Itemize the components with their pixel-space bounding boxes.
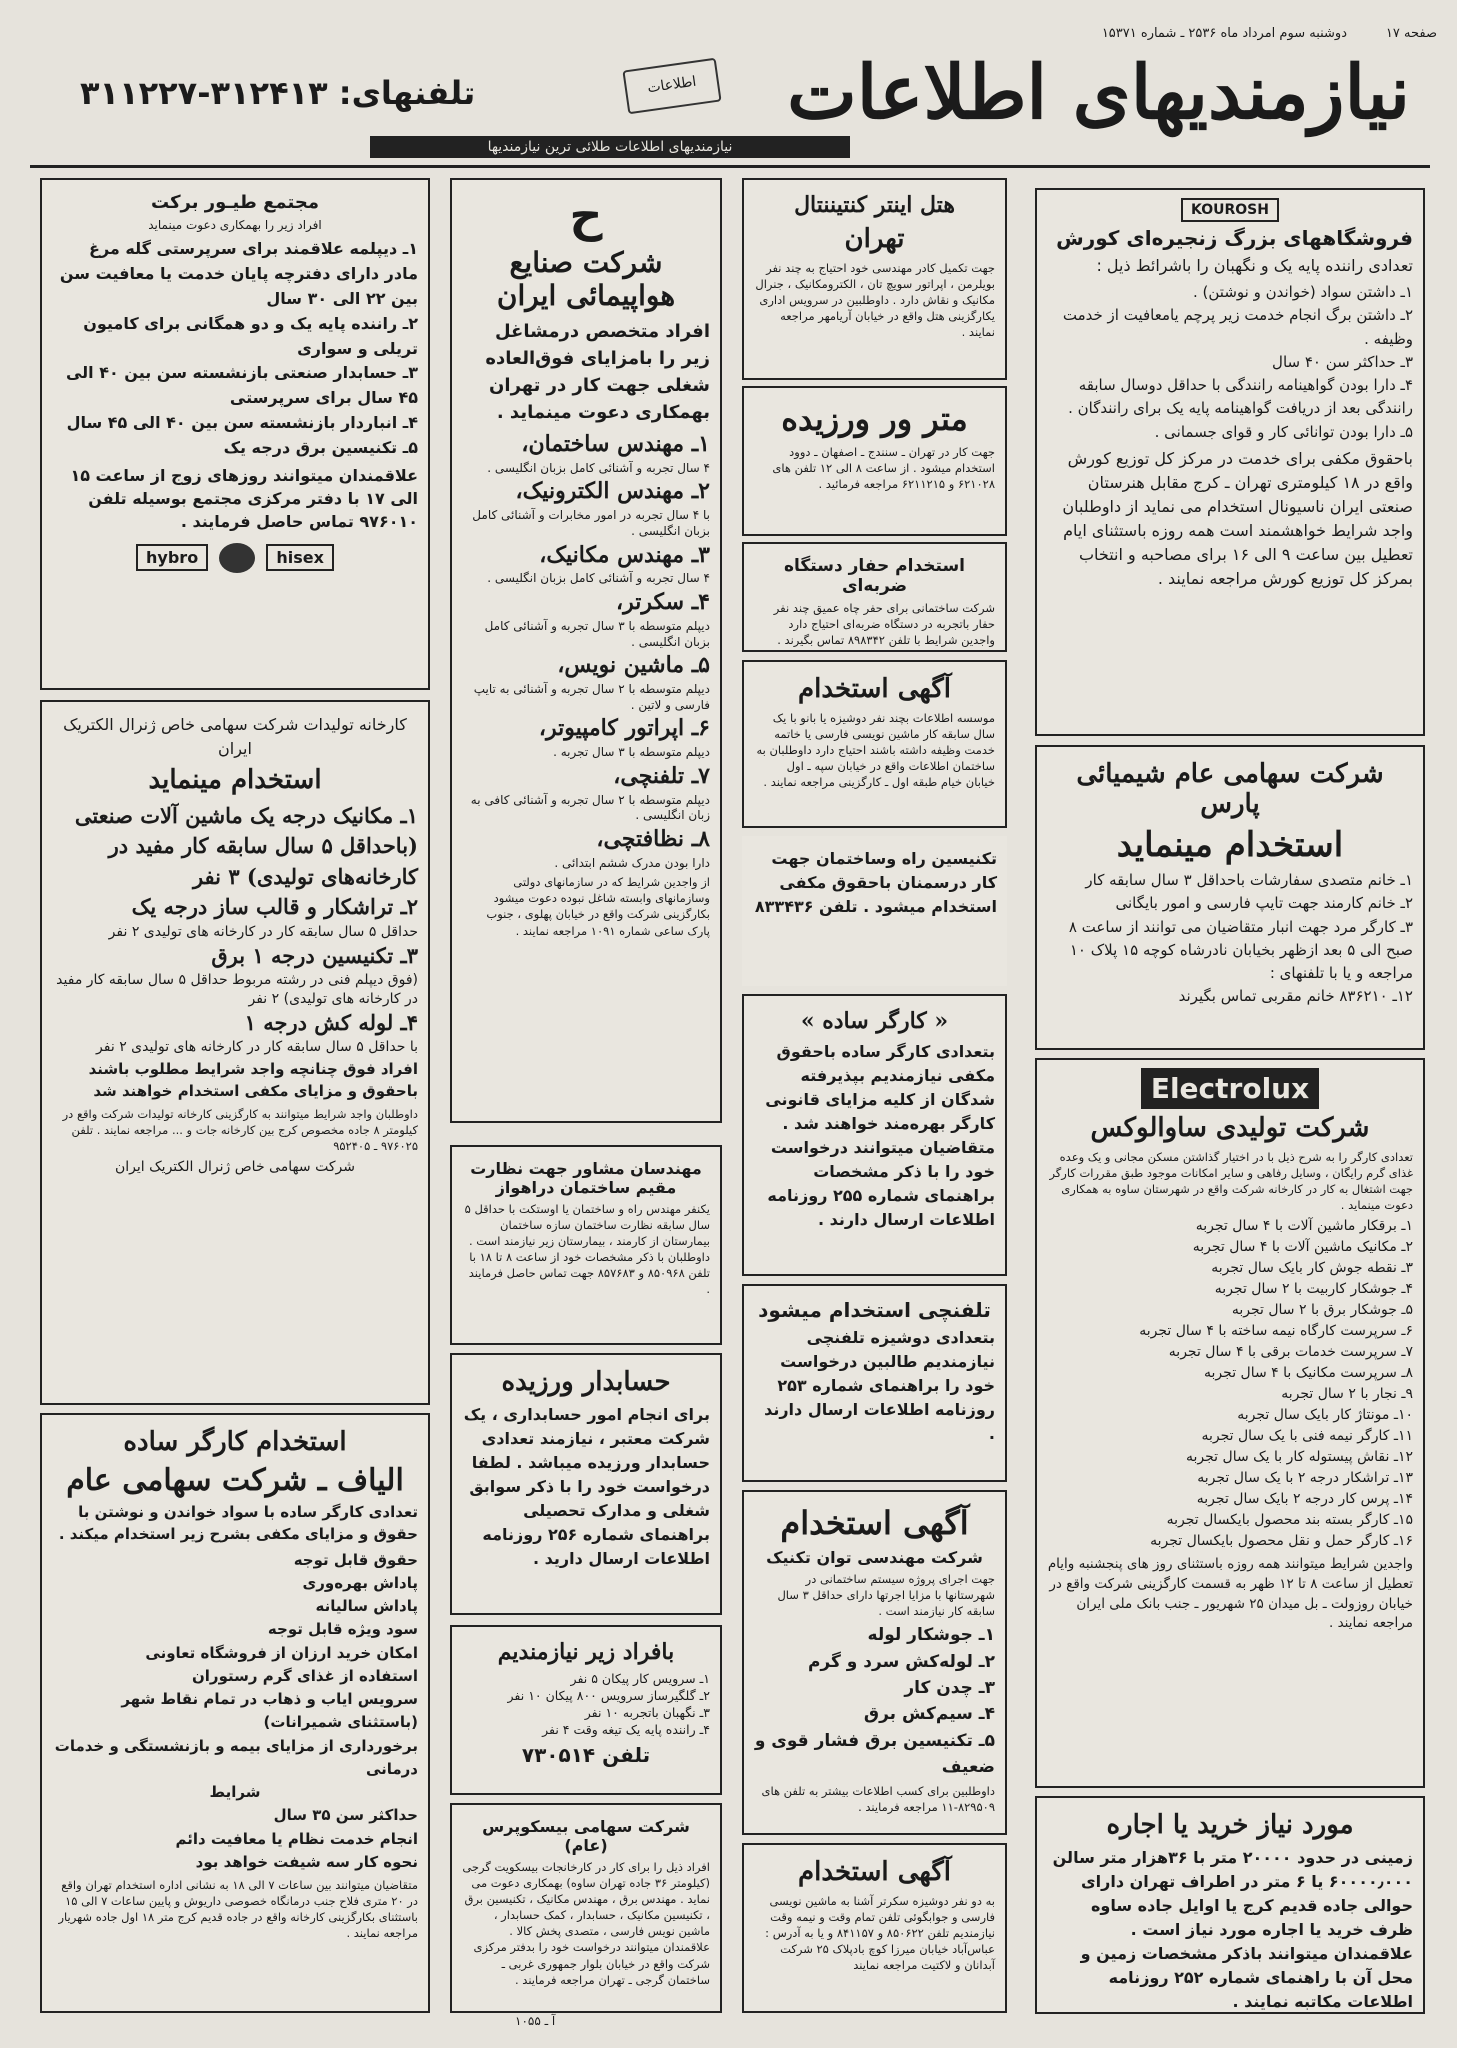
hybro-logo: hybro — [136, 544, 208, 571]
ad-title: شرکت سهامی بیسکوپرس (عام) — [482, 1817, 690, 1855]
ad-title: شرکت سهامی عام شیمیائی پارس — [1076, 759, 1384, 819]
ad-title: مورد نیاز خرید یا اجاره — [1106, 1810, 1354, 1840]
ad-title: شرکت تولیدی ساوالوکس — [1090, 1113, 1370, 1143]
list-item: ۵ـ تکنیسین برق درجه یک — [223, 437, 418, 457]
list-item: ۴ـ انباردار بازنشسته سن بین ۴۰ الی ۴۵ سال — [66, 412, 418, 432]
issue-date: دوشنبه سوم امرداد ماه ۲۵۳۶ ـ شماره ۱۵۳۷۱ — [1101, 26, 1347, 41]
positions-list — [52, 237, 418, 460]
list-item: حقوق قابل توجه — [293, 1550, 418, 1569]
list-item: ۳ـ کارگر مرد جهت انبار متقاضیان می توانند از ساعت ۸ صبح الی ۵ بعد ازظهر بخیابان نادرشاه کوچه ۱۵ پلاک ۱۰ مراجعه و یا با تلفنهای : — [1068, 917, 1413, 982]
ad-subtitle: استخدام مینماید — [1116, 825, 1344, 865]
position-title: ۴ـ لوله کش درجه ۱ — [244, 1009, 418, 1035]
list-item: برخورداری از مزایای بیمه و بازنشستگی و خدمات درمانی — [54, 1736, 418, 1778]
ad-drivers — [450, 1625, 722, 1795]
list-item: ۴ـ جوشکار کاربیت با ۲ سال تجربه — [1214, 1281, 1413, 1298]
list-item: ۱۱ـ کارگر نیمه فنی با یک سال تجربه — [1201, 1428, 1413, 1445]
ad-title: آگهی استخدام — [780, 1504, 969, 1542]
ad-body: واجدین شرایط میتوانند همه روزه باستثنای روز های پنجشنبه وایام تعطیل از ساعت ۸ تا ۱۲ ظهر به قسمت کارگزینی شرکت واقع در خیابان روزولت ـ بل میدان ۲۵ شهریور ـ جنب بانک ملی ایران مراجعه نمایند . — [1047, 1556, 1413, 1632]
ad-title: « کارگر ساده » — [800, 1008, 949, 1034]
position-detail: دارا بودن مدرک ششم ابتدائی . — [554, 855, 710, 870]
list-item: ۵ـ تکنیسین برق فشار قوی و ضعیف — [754, 1730, 995, 1777]
list-item: ۱۶ـ کارگر حمل و نقل محصول بایکسال تجربه — [1150, 1533, 1413, 1550]
list-item: ۱۲ـ ۸۳۶۲۱۰ خانم مقربی تماس بگیرند — [1178, 987, 1413, 1006]
position-title: ۳ـ مهندس مکانیک، — [539, 541, 710, 568]
ad-title: بافراد زیر نیازمندیم — [497, 1639, 675, 1665]
masthead-strap: نیازمندیهای اطلاعات طلائی ترین نیازمندیها — [370, 136, 850, 158]
list-item: ۳ـ نگهبان باتجربه ۱۰ نفر — [584, 1704, 710, 1720]
ad-title: فروشگاههای بزرگ زنجیره‌ای کورش — [1056, 226, 1413, 250]
requirements-list — [1047, 281, 1413, 444]
ad-signature: شرکت سهامی خاص ژنرال الکتریک ایران — [115, 1159, 355, 1176]
ad-title: استخدام کارگر ساده — [123, 1427, 347, 1457]
position-detail: (فوق دیپلم فنی در رشته مربوط حداقل ۵ سال سابقه کار مفید در کارخانه های تولیدی) ۲ نفر — [56, 972, 418, 1007]
ad-agahi-1 — [742, 660, 1007, 828]
list-item: شرایط — [209, 1783, 261, 1801]
ad-body: تکنیسین راه وساختمان جهت کار درسمنان باحقوق مکفی استخدام میشود . تلفن ۸۳۳۴۳۶ — [754, 849, 997, 916]
list-item: ۱۴ـ پرس کار درجه ۲ بایک سال تجربه — [1196, 1491, 1413, 1508]
position-detail: دیپلم متوسطه با ۳ سال تجربه و آشنائی کامل بزبان انگلیسی . — [484, 618, 710, 649]
masthead — [30, 50, 1430, 168]
ad-korosh — [1035, 188, 1425, 736]
ad-title: هتل اینتر کنتیننتال — [794, 192, 955, 218]
list-item: ۷ـ سرپرست خدمات برقی با ۴ سال تجربه — [1168, 1344, 1413, 1361]
position-title: ۱ـ مکانیک درجه یک ماشین آلات صنعتی (باحداقل ۵ سال سابقه کار مفید در کارخانه‌های تولیدی) ۳ نفر — [74, 803, 418, 889]
hisex-logo: hisex — [266, 544, 334, 571]
list-item: ۱ـ داشتن سواد (خواندن و نوشتن) . — [1193, 283, 1413, 301]
ad-body: علاقمندان میتوانند روزهای زوج از ساعت ۱۵ الی ۱۷ با دفتر مرکزی مجتمع بوسیله تلفن ۹۷۶۰۱۰ تماس حاصل فرمایند . — [70, 465, 418, 531]
ad-biscuit — [450, 1803, 722, 2013]
ad-alyaf — [40, 1413, 430, 2013]
ad-title: مجتمع طیـور برکت — [151, 192, 319, 213]
list-item: ۹ـ نجار با ۲ سال تجربه — [1281, 1386, 1413, 1403]
list-item: ۲ـ خانم کارمند جهت تایپ فارسی و امور بایگانی — [1115, 894, 1413, 913]
list-item: پاداش سالیانه — [315, 1597, 418, 1615]
position-title: ۲ـ تراشکار و قالب ساز درجه یک — [131, 894, 418, 920]
list-item: ۲ـ راننده پایه یک و دو همگانی برای کامیون تریلی و سواری — [83, 313, 418, 358]
company-name: الیاف ـ شرکت سهامی عام — [66, 1463, 404, 1498]
positions-list — [462, 429, 710, 871]
ad-title: استخدام مینماید — [148, 765, 322, 795]
ad-pars-chemical — [1035, 745, 1425, 1050]
ad-footer: متقاضیان میتوانند بین ساعات ۷ الی ۱۸ به نشانی اداره استخدام تهران واقع در ۲۰ متری فلاح جنب درمانگاه خصوصی داریوش و پایین ساعات ۷ الی ۱۵ باستثنای بکارگزینی کارخانه واقع در جاده قدیم کرج متر ۱۸ اول جاده شهریار مراجعه نمایند . — [58, 1878, 418, 1941]
list-item: ۱۵ـ کارگر بسته بند محصول بایکسال تجربه — [1166, 1512, 1413, 1529]
ad-telephone-operator — [742, 1284, 1007, 1482]
list-item: حداکثر سن ۳۵ سال — [273, 1806, 418, 1825]
ad-body: جهت کار در تهران ـ سنندج ـ اصفهان ـ دوود استخدام میشود . از ساعت ۸ الی ۱۲ تلفن های ۶۲۱۰۲۸ و ۶۲۱۱۲۱۵ مراجعه فرمائید . — [772, 445, 995, 492]
ad-intro: تعدادی کارگر ساده با سواد خواندن و نوشتن با حقوق و مزایای مکفی بشرح زیر استخدام میکند . — [58, 1503, 418, 1543]
position-detail: با حداقل ۵ سال سابقه کار در کارخانه های تولیدی ۲ نفر — [96, 1039, 418, 1056]
list-item: ۵ـ جوشکار برق با ۲ سال تجربه — [1231, 1302, 1413, 1319]
ad-drill — [742, 542, 1007, 652]
ad-body: بتعدادی کارگر ساده باحقوق مکفی نیازمندیم بپذیرفته شدگان از کلیه مزایای قانونی کارگر بهره‌مند خواهند شد . متقاضیان میتوانند درخواست خود را با ذکر مشخصات براهنمای شماره ۲۵۵ روزنامه اطلاعات ارسال دارند . — [765, 1042, 995, 1229]
list-item: سود ویژه قابل توجه — [267, 1620, 418, 1639]
ad-metro — [742, 386, 1007, 536]
ad-subtitle: افراد زیر را بهمکاری دعوت مینماید — [148, 218, 322, 232]
ad-intro: جهت اجرای پروژه‌ سیستم ساختمانی در شهرستانها با مزایا اجرتها دارای حداقل ۳ سال سابقه کار نیازمند است . — [777, 1572, 995, 1619]
company-name: شرکت مهندسی توان تکنیک — [766, 1548, 983, 1567]
list-item: انجام خدمت نظام یا معافیت دائم — [175, 1829, 418, 1848]
list-item: ۱ـ جوشکار لوله — [867, 1625, 995, 1646]
ad-body: زمینی در حدود ۲۰۰۰۰ متر با ۳۶هزار متر سالن ۶۰۰۰۰٫۰۰۰ یا ۶ متر در اطراف تهران دارای حوالی جاده قدیم کرج یا اوایل جاده ساوه ظرف خرید یا اجاره مورد نیاز است . علاقمندان میتوانند باذکر مشخصات زمین و محل آن با راهنمای شماره ۲۵۲ روزنامه اطلاعات مکاتبه نمایند . — [1052, 1848, 1413, 2011]
positions-list — [52, 801, 418, 1056]
list-item: ۱ـ برقکار ماشین آلات با ۴ سال تجربه — [1195, 1218, 1413, 1235]
ad-body: به دو نفر دوشیزه سکرتر آشنا به ماشین نویسی فارسی و جوابگوئی تلفن تمام وقت و نیمه وقت نیازمندیم تلفن ۸۵۰۶۲۲ و ۸۴۱۱۵۷ و یا به آدرس : عباس‌آباد خیابان میرزا کوچ بادپلاک ۲۵ شرکت آبدانان و لاکتیت مراجعه نمایند — [765, 1894, 995, 1973]
list-item: نحوه کار سه شیفت خواهد بود — [195, 1852, 418, 1871]
positions-list — [1047, 1216, 1413, 1552]
ad-body: باحقوق مکفی برای خدمت در مرکز کل توزیع کورش واقع در ۱۸ کیلومتری تهران ـ کرج مقابل هنرستان صنعتی ایران ناسیونال استخدام می نماید از داوطلبان واجد شرایط خواهشمند است همه روزه باستثنای ایام تعطیل بین ساعت ۹ الی ۱۶ برای مصاحبه و انتخاب بمرکز کل توزیع کورش مراجعه نمایند . — [1062, 448, 1413, 588]
ad-city: تهران — [844, 224, 905, 254]
ad-simple-worker — [742, 994, 1007, 1276]
list-item: استفاده از غذای گرم رستوران — [191, 1666, 418, 1685]
ad-title: متر ور ورزیده — [781, 400, 968, 438]
ad-intro: افراد متخصص درمشاغل زیر را بامزایای فوق‌العاده شغلی جهت کار در تهران بهمکاری دعوت مینماید . — [485, 321, 710, 423]
ad-title: آگهی استخدام — [798, 674, 951, 704]
ad-accountant — [450, 1353, 722, 1615]
phone-numbers: تلفنهای: ۳۱۲۴۱۳-۳۱۱۲۲۷ — [80, 74, 476, 112]
list-item: ۲ـ لوله‌کش سرد و گرم — [807, 1651, 995, 1672]
position-detail: با ۴ سال تجربه در امور مخابرات و آشنائی کامل بزبان انگلیسی . — [472, 508, 710, 538]
ad-title: آگهی استخدام — [798, 1857, 951, 1887]
electrolux-logo: Electrolux — [1141, 1068, 1319, 1109]
ad-agahi-2 — [742, 1843, 1007, 2013]
positions-list — [754, 1622, 995, 1780]
ad-body: برای انجام امور حسابداری ، یک شرکت معتبر ، نیازمند تعدادی حسابدار ورزیده میباشد . لطفا درخواست خود را با ذکر سوابق شغلی و مدارک تحصیلی براهنمای شماره ۲۵۶ روزنامه اطلاعات ارسال دارید . — [463, 1405, 710, 1568]
ad-aircraft-industries — [450, 178, 722, 1123]
list-item: ۵ـ دارا بودن توانائی کار و قوای جسمانی . — [1154, 422, 1413, 441]
list-item: ۴ـ راننده پایه یک تیغه وقت ۴ نفر — [542, 1721, 710, 1737]
list-item: ۳ـ نقطه جوش کار بایک سال تجربه — [1211, 1260, 1413, 1277]
list-item: ۱ـ دیپلمه علاقمند برای سرپرستی گله مرغ مادر دارای دفترچه پایان خدمت یا معافیت سن بین ۲۲ الی ۳۰ سال — [59, 239, 418, 308]
ad-body: افراد فوق چنانچه واجد شرایط مطلوب باشند باحقوق و مزایای مکفی استخدام خواهند شد — [88, 1060, 418, 1101]
ad-footer: از واجدین شرایط که در سازمانهای دولتی وسازمانهای وابسته شاغل نبوده دعوت میشود بکارگزینی شرکت واقع در خیابان پهلوی ، جنوب پارک ساعی شماره ۱۰۹۱ مراجعه نمایند . — [486, 875, 710, 938]
ad-footer: داوطلبان واجد شرایط میتوانند به کارگزینی کارخانه تولیدات شرکت واقع در کیلومتر ۸ جاده مخصوص کرج بین کارخانه جات و ... مراجعه نمایند . تلفن ۹۷۶۰۲۵ ـ ۹۵۲۴۰۵ — [62, 1106, 418, 1154]
ad-intro: تعدادی کارگر را به شرح ذیل با در اختیار گذاشتن مسکن مجانی و یک وعده غذای گرم رایگان ، وسایل رفاهی و سایر امکانات موجود طبق مقررات کارگر جهت اشتغال به کار در کارخانه شرکت واقع در شهرستان ساوه به همکاری دعوت مینماید . — [1049, 1150, 1413, 1213]
list-item: ۶ـ سرپرست کارگاه نیمه ساخته با ۴ سال تجربه — [1139, 1323, 1413, 1340]
ad-body: جهت تکمیل کادر مهندسی خود احتیاج به چند نفر بویلرمن ، اپراتور سویچ‌ تان ، الکترومکانیک ، جنرال مکانیک و نقاش دارد . داوطلبین در سرویس اداری یکارگزینی هتل واقع در خیابان آریامهر مراجعه نمایند . — [755, 261, 995, 340]
list-item: ۱ـ سرویس کار پیکان ۵ نفر — [570, 1671, 710, 1686]
position-detail: دیپلم متوسطه با ۳ سال تجربه . — [553, 745, 710, 760]
list-item: ۳ـ حداکثر سن ۴۰ سال — [1272, 352, 1413, 371]
positions-list — [462, 1671, 710, 1739]
list-item: ۱۰ـ مونتاژ کار بایک سال تجربه — [1237, 1407, 1413, 1424]
korosh-logo: KOUROSH — [1181, 198, 1279, 222]
list-item: ۱۲ـ نقاش پیستوله کار با یک سال تجربه — [1186, 1449, 1413, 1466]
position-title: ۶ـ اپراتور کامپیوتر، — [538, 715, 710, 742]
list-item: ۲ـ مکانیک ماشین آلات با ۴ سال تجربه — [1192, 1239, 1413, 1256]
position-title: ۱ـ مهندس ساختمان، — [521, 431, 710, 457]
ad-footer: داوطلبین برای کسب اطلاعات بیشتر به تلفن های ۸۲۹۵۰۹-۱۱ مراجعه فرمایند . — [761, 1784, 995, 1815]
ad-road-technician — [742, 836, 1007, 986]
ad-intro: تعدادی راننده پایه یک و نگهبان را باشرائط ذیل : — [1096, 256, 1413, 275]
hen-icon — [219, 543, 255, 573]
ad-body: افراد ذیل را برای کار در کارخانجات بیسکویت گرجی (کیلومتر ۳۶ جاده تهران ساوه) بهمکاری دعوت می نماید . مهندس برق ، مهندس مکانیک ، تکنیسین برق ، تکنیسین مکانیک ، حسابدار ، کمک حسابدار ، ماشین نویس فارسی ، متصدی پخش کالا . علاقمندان میتوانند درخواست خود را بدفتر مرکزی شرکت واقع در خیابان بلوار جمهوری غربی ـ ساختمان گرجی ـ تهران مراجعه فرمایند . — [462, 1860, 710, 1987]
ad-intercontinental — [742, 178, 1007, 380]
position-detail: حداقل ۵ سال سابقه کار در کارخانه های تولیدی ۲ نفر — [108, 923, 418, 940]
position-detail: ۴ سال تجربه و آشنائی کامل بزبان انگلیسی . — [487, 571, 710, 586]
position-detail: دیپلم متوسطه با ۲ سال تجربه و آشنائی به تایپ فارسی و لاتین . — [473, 682, 710, 712]
position-title: ۷ـ تلفنچی، — [613, 762, 710, 789]
ad-barakat-poultry — [40, 178, 430, 690]
ad-tavan-technique — [742, 1490, 1007, 1835]
ad-body: یکنفر مهندس راه و ساختمان یا اوستکت با حداقل ۵ سال سابقه نظارت ساختمان سازه ساختمان بیمارستان از کارمند ، بیمارستان زیر نیازمند است . داوطلبان با ذکر مشخصات خود از ساعت ۸ تا ۱۸ با تلفن ۸۵۰۹۶۸ و ۸۵۷۶۸۳ جهت تماس حاصل فرمایند . — [464, 1202, 710, 1297]
ad-electrolux — [1035, 1058, 1425, 1788]
ad-title: استخدام حفار دستگاه ضربه‌ای — [783, 556, 966, 596]
newspaper-title: نیازمندیهای اطلاعات — [787, 50, 1410, 136]
seal-logo: اطلاعات — [622, 58, 721, 115]
list-item: ۱ـ خانم متصدی سفارشات باحداقل ۳ سال سابقه کار — [1085, 871, 1413, 889]
date-line — [0, 18, 1457, 46]
ad-body: موسسه اطلاعات بچند نفر دوشیزه یا بانو با یک سال سابقه کار ماشین نویسی فارسی یا خاتمه خدمت وظیفه داشته باشند احتیاج دارد داوطلبان به ساختمان اطلاعات واقع در خیابان سپه ـ اول خیابان خیام طبقه اول ـ کارگزینی مراجعه نمایند . — [756, 711, 995, 790]
footer-code: آ ـ ۱۰۵۵ — [515, 2014, 556, 2028]
ad-phone: تلفن ۷۳۰۵۱۴ — [521, 1742, 651, 1767]
list-item: ۲ـ گلگیرساز سرویس ۸۰۰ پیکان ۱۰ نفر — [507, 1687, 710, 1703]
ad-intro: کارخانه تولیدات شرکت سهامی خاص ژنرال الکتریک ایران — [63, 715, 407, 758]
list-item: امکان خرید ارزان از فروشگاه تعاونی — [145, 1643, 418, 1662]
page-number: صفحه ۱۷ — [1385, 26, 1437, 41]
ad-title: مهندسان مشاور جهت نظارت مقیم ساختمان دراهواز — [470, 1159, 702, 1197]
list-item: پاداش بهره‌وری — [302, 1573, 418, 1592]
position-detail: دیپلم متوسطه با ۲ سال تجربه و آشنائی کافی به زبان انگلیسی . — [470, 792, 710, 823]
position-title: ۸ـ نظافتچی، — [596, 825, 710, 852]
ad-land — [1035, 1796, 1425, 2014]
list-item: ۳ـ حسابدار صنعتی بازنشسته سن بین ۴۰ الی ۴۵ سال برای سرپرستی — [65, 363, 418, 408]
list-item: ۴ـ دارا بودن گواهینامه رانندگی با حداقل دوسال سابقه رانندگی بعد از دریافت گواهینامه پایه یک برای رانندگان . — [1068, 376, 1413, 418]
list-item: ۸ـ سرپرست مکانیک با ۴ سال تجربه — [1204, 1365, 1413, 1382]
ad-body: بتعدادی دوشیزه تلفنچی نیازمندیم طالبین درخواست خود را براهنمای شماره ۲۵۳ روزنامه اطلاعات ارسال دارند . — [764, 1328, 995, 1443]
ad-general-electric — [40, 700, 430, 1405]
position-title: ۳ـ تکنیسین درجه ۱ برق — [211, 942, 418, 968]
ad-title: شرکت صنایع هواپیمائی ایران — [496, 246, 676, 312]
list-item: سرویس ایاب و ذهاب در تمام نقاط شهر (باستثنای شمیرانات) — [121, 1690, 418, 1732]
position-title: ۴ـ سکرتر، — [615, 589, 710, 616]
positions-list — [1047, 869, 1413, 1009]
list-item: ۳ـ چدن کار — [904, 1677, 995, 1698]
ad-title: تلفنچی استخدام میشود — [758, 1298, 991, 1322]
position-title: ۲ـ مهندس الکترونیک، — [515, 478, 710, 505]
list-item: ۱۳ـ تراشکار درجه ۲ با یک سال تجربه — [1197, 1470, 1413, 1487]
aircraft-logo: ح — [569, 188, 603, 242]
list-item: ۲ـ داشتن برگ انجام خدمت زیر پرچم یامعافیت از خدمت وظیفه . — [1062, 306, 1413, 348]
ad-body: شرکت ساختمانی برای حفر چاه عمیق چند نفر حفار باتجربه در دستگاه ضربه‌ای احتیاج دارد واجدین شرایط با تلفن ۸۹۸۳۴۲ تماس بگیرند . — [773, 601, 995, 648]
position-detail: ۴ سال تجربه و آشنائی کامل بزبان انگلیسی . — [487, 460, 710, 475]
list-item: ۴ـ سیم‌کش برق — [863, 1704, 995, 1725]
benefits-list — [52, 1549, 418, 1875]
position-title: ۵ـ ماشین نویس، — [557, 652, 710, 679]
ad-consulting-engineers — [450, 1145, 722, 1345]
ad-title: حسابدار ورزیده — [501, 1367, 671, 1397]
